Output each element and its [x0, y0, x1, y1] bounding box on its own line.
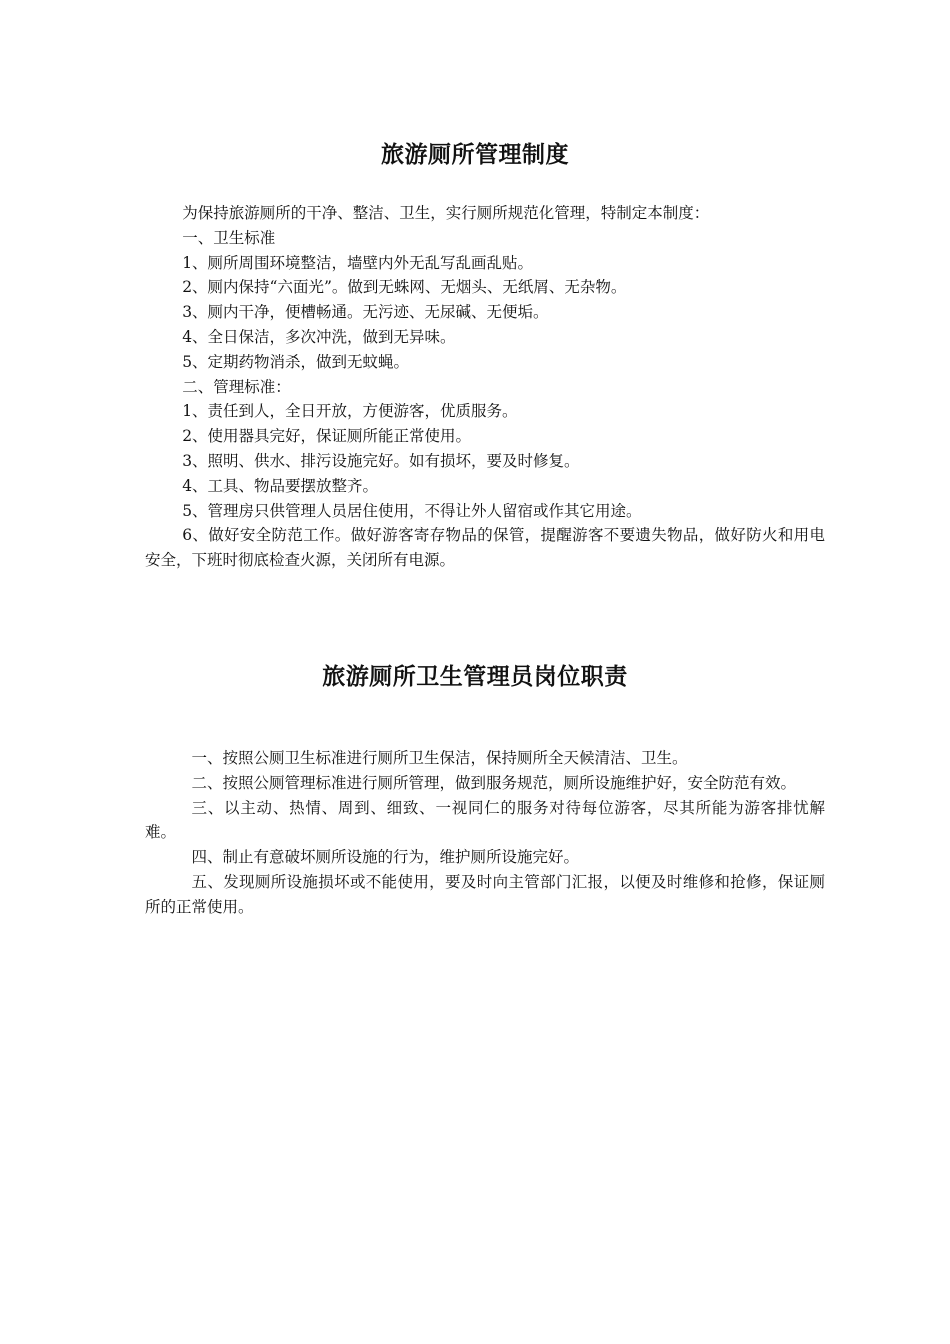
hygiene-item: 1、厕所周围环境整洁，墙壁内外无乱写乱画乱贴。 [182, 253, 534, 272]
heading-hygiene-standards: 一、卫生标准 [182, 228, 276, 247]
job-duties-section [145, 746, 825, 920]
duty-item: 三、以主动、热情、周到、细致、一视同仁的服务对待每位游客，尽其所能为游客排忧解难。 [145, 798, 825, 842]
duty-item: 四、制止有意破坏厕所设施的行为，维护厕所设施完好。 [191, 848, 580, 867]
hygiene-item: 3、厕内干净，便槽畅通。无污迹、无尿碱、无便垢。 [182, 303, 549, 322]
management-item: 2、使用器具完好，保证厕所能正常使用。 [182, 427, 472, 446]
management-item: 6、做好安全防范工作。做好游客寄存物品的保管，提醒游客不要遗失物品，做好防火和用电安全，下班时彻底检查火源，关闭所有电源。 [145, 526, 825, 570]
duty-item: 一、按照公厕卫生标准进行厕所卫生保洁，保持厕所全天候清洁、卫生。 [191, 749, 688, 767]
management-item: 5、管理房只供管理人员居住使用，不得让外人留宿或作其它用途。 [182, 501, 642, 520]
hygiene-item: 5、定期药物消杀，做到无蚊蝇。 [182, 352, 410, 371]
heading-management-standards: 二、管理标准： [182, 377, 291, 396]
document-title-job-duties: 旅游厕所卫生管理员岗位职责 [322, 664, 628, 690]
management-item: 3、照明、供水、排污设施完好。如有损坏，要及时修复。 [182, 451, 580, 470]
document-title-management-rules: 旅游厕所管理制度 [381, 142, 569, 168]
hygiene-item: 4、全日保洁，多次冲洗，做到无异味。 [182, 327, 456, 346]
duty-item: 二、按照公厕管理标准进行厕所管理，做到服务规范，厕所设施维护好，安全防范有效。 [191, 773, 797, 792]
intro-paragraph: 为保持旅游厕所的干净、整洁、卫生，实行厕所规范化管理，特制定本制度： [182, 204, 710, 222]
duty-item: 五、发现厕所设施损坏或不能使用，要及时向主管部门汇报，以便及时维修和抢修，保证厕所的正常使用。 [145, 872, 825, 916]
management-item: 4、工具、物品要摆放整齐。 [182, 476, 379, 495]
management-rules-section [145, 201, 825, 573]
management-item: 1、责任到人，全日开放，方便游客，优质服务。 [182, 402, 518, 421]
hygiene-item: 2、厕内保持“六面光”。做到无蛛网、无烟头、无纸屑、无杂物。 [182, 278, 627, 297]
